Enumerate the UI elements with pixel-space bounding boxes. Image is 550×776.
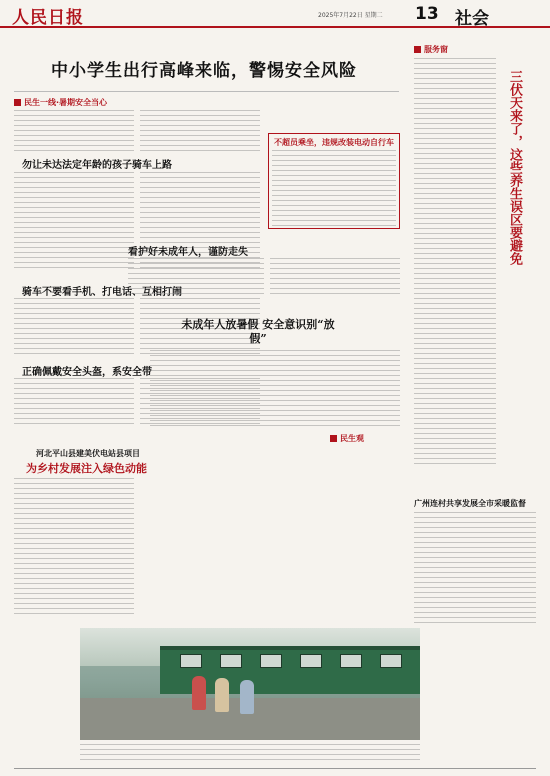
photo-person — [240, 680, 254, 714]
page-number: 13 — [415, 4, 439, 24]
train-window — [260, 654, 282, 668]
footer-rule — [14, 768, 536, 769]
article-kicker-hebei: 河北平山县建美伏电站县项目 — [36, 448, 140, 458]
footer-text — [420, 768, 422, 774]
train-station-photo — [80, 628, 420, 740]
article-title-missing: 看护好未成年人，谨防走失 — [128, 247, 248, 258]
article-body-age — [14, 172, 134, 272]
headline-divider — [14, 91, 399, 92]
main-headline: 中小学生出行高峰来临，警惕安全风险 — [51, 61, 357, 81]
train-window — [180, 654, 202, 668]
article-body-guangzhou — [414, 512, 536, 624]
article-body-helmet — [14, 378, 134, 428]
train-window — [220, 654, 242, 668]
train-window — [300, 654, 322, 668]
article-body-summer — [150, 350, 400, 430]
section-name: 社会 — [455, 9, 489, 29]
masthead — [0, 0, 550, 28]
article-title-phone: 骑车不要看手机、打电话、互相打闹 — [22, 287, 182, 298]
tag-square-icon — [414, 46, 421, 53]
tag-square-icon — [14, 99, 21, 106]
article-body-phone — [14, 298, 134, 358]
article-body-hebei — [14, 478, 134, 618]
article-body-missing-2 — [270, 258, 400, 298]
intro-text — [14, 110, 134, 152]
article-title-helmet: 正确佩戴安全头盔，系安全带 — [22, 367, 152, 378]
boxed-article-body — [272, 150, 396, 226]
issue-date: 2025年7月22日 星期二 — [318, 12, 383, 19]
article-title-summer: 未成年人放暑假 安全意识别“放假” — [181, 318, 335, 346]
train-window — [340, 654, 362, 668]
section-tag-minsheng: 民生一线·暑期安全当心 — [14, 97, 107, 108]
right-column-byline — [527, 150, 533, 152]
section-tag-service: 服务窗 — [414, 44, 448, 55]
right-column-title: 三伏天来了，这些养生误区要避免 — [507, 70, 522, 265]
newspaper-logo: 人民日报 — [12, 8, 84, 28]
section-tag-minshengguan: 民生观 — [330, 433, 364, 444]
intro-text-2 — [140, 110, 260, 152]
article-body-missing — [128, 258, 264, 298]
tag-square-icon — [330, 435, 337, 442]
article-title-age: 勿让未达法定年龄的孩子骑车上路 — [22, 160, 172, 171]
photo-person — [215, 678, 229, 712]
train-window — [380, 654, 402, 668]
photo-caption — [80, 744, 420, 762]
article-title-hebei: 为乡村发展注入绿色动能 — [26, 462, 147, 475]
article-title-guangzhou: 广州连村共享发展全市采暖监督 — [414, 498, 526, 508]
right-column-body — [414, 58, 496, 468]
byline — [140, 80, 142, 86]
photo-person — [192, 676, 206, 710]
boxed-article-title: 不超员乘坐，违规改装电动自行车 — [274, 137, 394, 147]
